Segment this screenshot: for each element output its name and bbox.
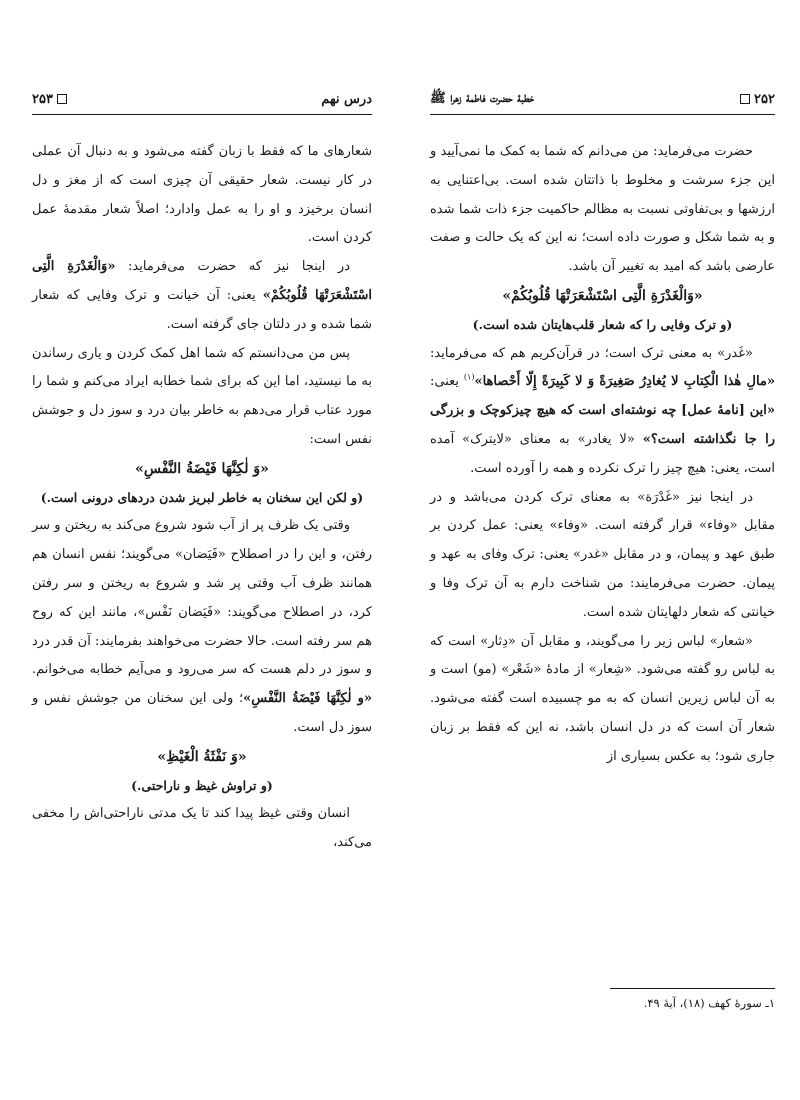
page-number: ۲۵۳ [32,91,53,107]
square-ornament-icon [740,94,750,104]
quote-translation: (و لکن این سخنان به خاطر لبریز شدن دردهای درونی است.) [40,489,364,505]
quote-translation: (و تراوش غیظ و ناراحتی.) [131,777,273,793]
text-run: یعنی: [430,374,464,390]
page-body [32,138,372,858]
right-page [430,0,775,1100]
header-rule [430,114,775,115]
paragraph [32,512,372,742]
footnote-ref: (۱) [463,373,475,383]
page-number-box [32,92,67,107]
arabic-quote: «وَالْغَدْرَةِ الَّتِی اسْتَشْعَرَتْهَا قُلُوبُكُمْ» [502,287,703,304]
running-title: درس نهم [321,91,372,107]
quran-verse: «مالِ هٰذا الْكِتابِ لا يُغادِرُ صَغِيرَةً وَ لا كَبِيرَةً إِلّا أَحْصاها» [474,374,775,390]
paragraph [430,340,775,484]
paragraph [32,253,372,339]
quote-translation: (و ترک وفایی را که شعار قلب‌هایتان شده است.) [472,316,733,332]
paragraph: «شعار» لباس زیر را می‌گویند، و مقابل آن «دِثار» است که به لباس رو گفته می‌شود. «شِعار» از مادهٔ «شَعْر» (مو) است و به آن لباس زیرین انسان که به مو چسبیده است گفته می‌شود. شعار آن است که در دل انسان باشد، نه این که فقط بر زبان جاری شود؛ به عکس بسیاری از [430,633,775,764]
left-page [32,0,372,1100]
paragraph: شعارهای ما که فقط با زبان گفته می‌شود و به دنبال آن عملی در کار نیست. شعار حقیقی آن چیزی است که از مغز و دل انسان برخیزد و او را به عمل وادارد؛ اصلاً شعار مقدمهٔ عمل کردن است. [32,144,372,246]
page-header [32,88,372,110]
page-number-box [740,92,775,107]
text-run: «لا یغادر» به معنای «لایترک» آمده است، یعنی: هیچ چیز را ترک نکرده و همه را آورده است. [430,431,775,476]
header-rule [32,114,372,115]
verse-translation: «این [نامهٔ عمل] چه نوشته‌ای است که هیچ چیزکوچک و بزرگی را جا نگذاشته است؟» [430,403,776,447]
paragraph: پس من می‌دانستم که شما اهل کمک کردن و یاری رساندن به ما نیستید، اما این که برای شما خطابه ایراد می‌کنم و شما را مورد عتاب قرار می‌دهم به خاطر بیان درد و سوز دل و جوشش نفس است: [32,345,372,447]
running-title: خطبهٔ حضرت فاطمهٔ زهرا ﷺ [430,90,534,106]
footnote: ۱ـ سورهٔ کهف (۱۸)، آیهٔ ۴۹. [643,996,775,1010]
text-run: یعنی: آن خیانت و ترک وفایی که شعار شما شده و در دلتان جای گرفته است. [32,287,372,332]
text-run: وقتی یک ظرف پر از آب شود شروع می‌کند به ریختن و سر رفتن، و این را در اصطلاح «فَیَضان» می‌گویند؛ نفس انسان هم همانند ظرف آب وقتی پر شد و شروع به ریختن و سر رفتن کرد، در اصطلاح می‌گویند: «فَیَضان نَفْس»، مانند این که روح هم سر رفته است. حالا حضرت می‌خواهند بفرمایند: آن قدر درد و سوز در دلم هست که سر می‌رود و می‌آیم خطابه می‌خوانم. [32,518,372,678]
paragraph: حضرت می‌فرماید: من می‌دانم که شما به کمک ما نمی‌آیید و این جزء سرشت و مخلوط با ذاتتان شده است. بی‌اعتنایی به ارزشها و بی‌تفاوتی نسبت به مظالم حاکمیت جزء ذات شما شده و به شما شکل و صورت داده است؛ نه این که یک حالت و صفت عارضی باشد که امید به تغییر آن باشد. [430,144,775,275]
arabic-quote-inline: «وَالْغَدْرَةِ الَّتِی اسْتَشْعَرَتْهَا قُلُوبُكُمْ» [32,259,373,303]
text-run: در اینجا نیز که حضرت می‌فرماید: [115,259,350,275]
text-run: ؛ ولی این سخنان من جوشش نفس و سوز دل است. [32,691,372,735]
page-body [430,138,775,772]
paragraph: انسان وقتی غیظ پیدا کند تا یک مدتی ناراحتی‌اش را مخفی می‌کند، [32,806,372,851]
arabic-quote: «وَ نَفْثَةُ الْغَيْظِ» [157,748,247,765]
square-ornament-icon [57,94,67,104]
text-run: «غَدر» به معنی ترک است؛ در قرآن‌کریم هم که می‌فرماید: [430,345,753,361]
page-header [430,88,775,110]
paragraph: در اینجا نیز «غَدْرَة» به معنای ترک کردن می‌باشد و در مقابل «وفاء» قرار گرفته است. «وفاء» یعنی: عمل کردن بر طبق عهد و پیمان، و در مقابل «غدر» یعنی: ترک وفای به عهد و پیمان. حضرت می‌فرمایند: من شناخت دارم به آن ترک وفا و خیانتی که شعار دلهایتان شده است. [430,489,775,620]
arabic-quote-inline: «و لٰكِنَّهَا فَيْضَةُ النَّفْسِ» [243,691,372,707]
footnote-rule [610,988,775,989]
page-number: ۲۵۲ [754,91,775,107]
arabic-quote: «وَ لٰكِنَّهَا فَيْضَةُ النَّفْسِ» [135,460,269,477]
